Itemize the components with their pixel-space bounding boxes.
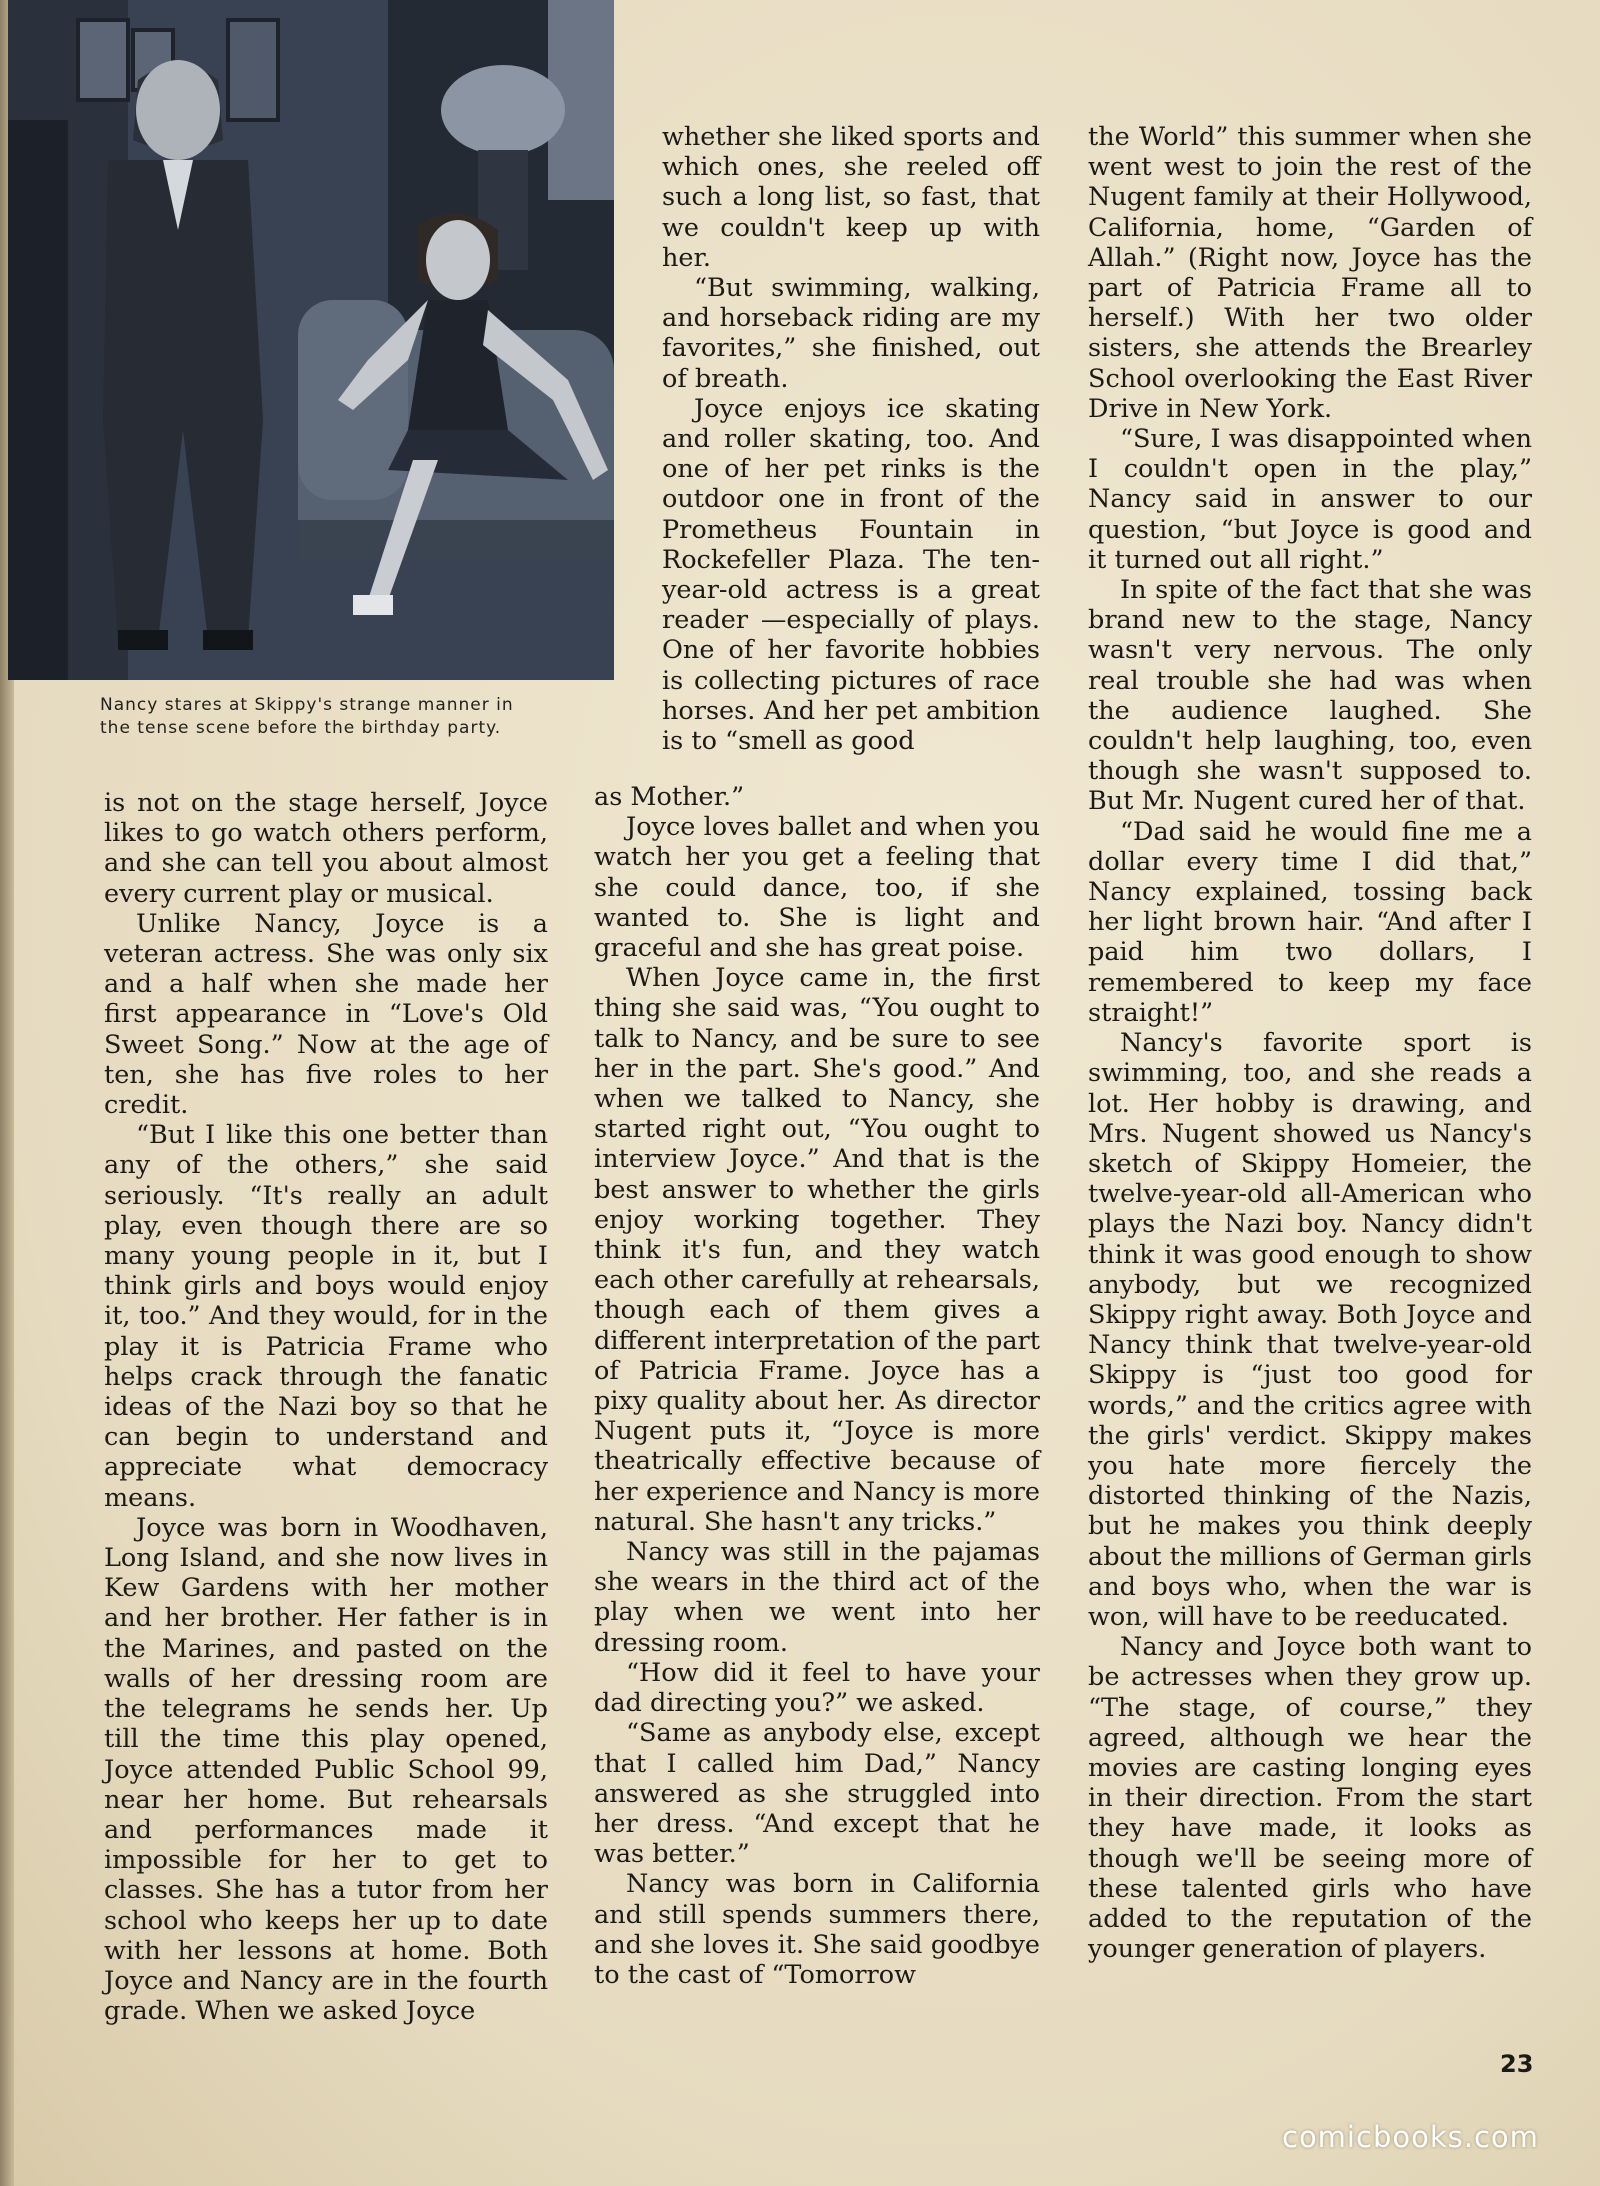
paragraph: “How did it feel to have your dad directing you?” we asked. [594, 1657, 1040, 1719]
stage-photo-illustration [8, 0, 614, 680]
paragraph: the World” this summer when she went west to join the rest of the Nugent family at their Hollywood, California, home, “Garden of Allah.” (Right now, Joyce has the part of Patricia Frame all to herself.) With her two older sisters, she attends the Brearley School overlooking the East River Drive in New York. [1088, 122, 1532, 424]
paragraph: Joyce was born in Woodhaven, Long Island, and she now lives in Kew Gardens with her mother and her brother. Her father is in the Marines, and pasted on the walls of her dressing room are the telegrams he sends her. Up till the time this play opened, Joyce attended Public School 99, near her home. But rehearsals and performances made it impossible for her to get to classes. She has a tutor from her school who keeps her up to date with her lessons at home. Both Joyce and Nancy are in the fourth grade. When we asked Joyce [104, 1512, 548, 2027]
paragraph: “But swimming, walking, and horseback riding are my favorites,” she finished, out of breath. [662, 273, 1040, 394]
paragraph: Nancy and Joyce both want to be actresses when they grow up. “The stage, of course,” they agreed, although we hear the movies are casting longing eyes in their direction. From the start they have made, it looks as though we'll be seeing more of these talented girls who have added to the reputation of the younger generation of players. [1088, 1632, 1532, 1965]
paragraph: “Dad said he would fine me a dollar every time I did that,” Nancy explained, tossing back her light brown hair. “And after I paid him two dollars, I remembered to keep my face straight!” [1088, 816, 1532, 1028]
text-column-middle-top [662, 122, 1040, 756]
paragraph: When Joyce came in, the first thing she said was, “You ought to talk to Nancy, and be sure to see her in the part. She's good.” And when we talked to Nancy, she started right out, “You ought to interview Joyce.” And that is the best answer to whether the girls enjoy working together. They think it's fun, and they watch each other carefully at rehearsals, though each of them gives a different interpretation of the part of Patricia Frame. Joyce has a pixy quality about her. As director Nugent puts it, “Joyce is more theatrically effective because of her experience and Nancy is more natural. She hasn't any tricks.” [594, 963, 1040, 1537]
paragraph: Nancy was born in California and still spends summers there, and she loves it. She said goodbye to the cast of “Tomorrow [594, 1869, 1040, 1990]
paragraph: “Sure, I was disappointed when I couldn't open in the play,” Nancy said in answer to our question, “but Joyce is good and it turned out all right.” [1088, 424, 1532, 575]
paragraph: Joyce loves ballet and when you watch her you get a feeling that she could dance, too, if she wanted to. She is light and graceful and she has great poise. [594, 812, 1040, 964]
text-column-left [104, 788, 548, 2026]
text-column-right [1088, 122, 1532, 1964]
photo-caption [100, 694, 620, 740]
paragraph: as Mother.” [594, 782, 745, 812]
watermark: comicbooks.com [1282, 2120, 1539, 2154]
stage-photo [8, 0, 614, 680]
text-column-middle [594, 782, 1040, 1990]
paragraph: In spite of the fact that she was brand new to the stage, Nancy wasn't very nervous. The only real trouble she had was when the audience laughed. She couldn't help laughing, too, even though she wasn't supposed to. But Mr. Nugent cured her of that. [1088, 575, 1532, 817]
caption-line: the tense scene before the birthday party. [100, 718, 502, 738]
paragraph: Nancy was still in the pajamas she wears in the third act of the play when we went into her dressing room. [594, 1537, 1040, 1658]
paragraph: “But I like this one better than any of the others,” she said seriously. “It's really an adult play, even though there are so many young people in it, but I think girls and boys would enjoy it, too.” And they would, for in the play it is Patricia Frame who helps crack through the fanatic ideas of the Nazi boy so that he can begin to understand and appreciate what democracy means. [104, 1120, 548, 1513]
paragraph: Joyce enjoys ice skating and roller skating, too. And one of her pet rinks is the outdoor one in front of the Prometheus Fountain in Rockefeller Plaza. The ten-year-old actress is a great reader —especially of plays. One of her favorite hobbies is collecting pictures of race horses. And her pet ambition is to “smell as good [662, 393, 1040, 757]
paragraph: whether she liked sports and which ones, she reeled off such a long list, so fast, that we couldn't keep up with her. [662, 122, 1040, 273]
paragraph: Unlike Nancy, Joyce is a veteran actress. She was only six and a half when she made her first appearance in “Love's Old Sweet Song.” Now at the age of ten, she has five roles to her credit. [104, 908, 548, 1121]
page-number: 23 [1500, 2050, 1534, 2078]
caption-line: Nancy stares at Skippy's strange manner in [100, 695, 514, 715]
paragraph: Nancy's favorite sport is swimming, too, and she reads a lot. Her hobby is drawing, and Mrs. Nugent showed us Nancy's sketch of Skippy Homeier, the twelve-year-old all-American who plays the Nazi boy. Nancy didn't think it was good enough to show anybody, but we recognized Skippy right away. Both Joyce and Nancy think that twelve-year-old Skippy is “just too good for words,” and the critics agree with the girls' verdict. Skippy makes you hate more fiercely the distorted thinking of the Nazis, but he makes you think deeply about the millions of German girls and boys who, when the war is won, will have to be reeducated. [1088, 1028, 1532, 1632]
paragraph: is not on the stage herself, Joyce likes to go watch others perform, and she can tell you about almost every current play or musical. [104, 788, 548, 909]
paragraph: “Same as anybody else, except that I called him Dad,” Nancy answered as she struggled into her dress. “And except that he was better.” [594, 1718, 1040, 1870]
